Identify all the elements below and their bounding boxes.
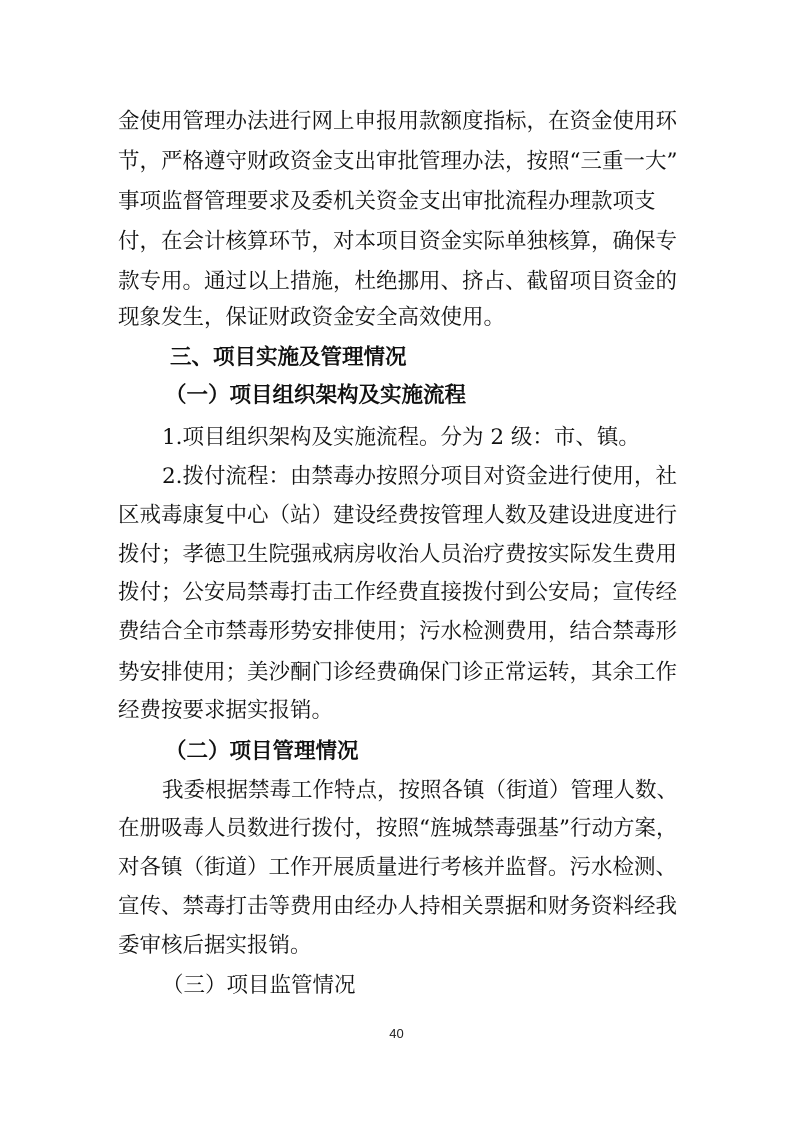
paragraph-1-text: 金使用管理办法进行网上申报用款额度指标，在资金使用环 <box>118 109 678 134</box>
list-item-text: 拨付；孝德卫生院强戒病房收治人员治疗费按实际发生费用 <box>118 542 678 567</box>
paragraph-1-line <box>0 267 793 297</box>
paragraph-1-line <box>0 303 793 333</box>
list-item-continuation <box>0 658 793 688</box>
paragraph-1-text: 付，在会计核算环节，对本项目资金实际单独核算，确保专 <box>118 229 678 254</box>
list-item-continuation <box>0 617 793 647</box>
paragraph-1-text: 款专用。通过以上措施，杜绝挪用、挤占、截留项目资金的 <box>118 269 678 294</box>
list-item-continuation <box>0 540 793 570</box>
list-item-text: 2.拨付流程：由禁毒办按照分项目对资金进行使用，社 <box>162 464 678 489</box>
list-item-text: 势安排使用；美沙酮门诊经费确保门诊正常运转，其余工作 <box>118 660 678 685</box>
paragraph-2-line <box>0 776 793 806</box>
paragraph-2-line <box>0 892 793 922</box>
list-item-continuation <box>0 696 793 726</box>
section-heading <box>0 343 793 373</box>
paragraph-2-text: 在册吸毒人员数进行拨付，按照“旌城禁毒强基”行动方案， <box>118 816 678 841</box>
paragraph-2-text: 我委根据禁毒工作特点，按照各镇（街道）管理人数、 <box>162 778 679 803</box>
subsection-heading-text: （三）项目监管情况 <box>162 973 356 998</box>
paragraph-2-text: 委审核后据实报销。 <box>118 933 312 958</box>
list-item-text: 拨付；公安局禁毒打击工作经费直接拨付到公安局；宣传经 <box>118 580 678 605</box>
paragraph-1-line <box>0 187 793 217</box>
subsection-heading <box>0 737 793 767</box>
list-item-text: 区戒毒康复中心（站）建设经费按管理人数及建设进度进行 <box>118 503 678 528</box>
paragraph-2-text: 对各镇（街道）工作开展质量进行考核并监督。污水检测、 <box>118 855 678 880</box>
list-item-text: 经费按要求据实报销。 <box>118 698 334 723</box>
list-item-text: 1.项目组织架构及实施流程。分为 2 级：市、镇。 <box>162 425 640 450</box>
paragraph-2-line <box>0 814 793 844</box>
section-heading-text: 三、项目实施及管理情况 <box>170 345 407 370</box>
paragraph-2-line <box>0 931 793 961</box>
list-item <box>0 423 793 453</box>
page-number: 40 <box>389 1026 404 1041</box>
paragraph-1-text: 现象发生，保证财政资金安全高效使用。 <box>118 305 506 330</box>
subsection-heading <box>0 971 793 1001</box>
paragraph-1-line <box>0 227 793 257</box>
subsection-heading-text: （二）项目管理情况 <box>165 739 359 764</box>
paragraph-1-text: 节，严格遵守财政资金支出审批管理办法，按照“三重一大” <box>118 149 678 174</box>
list-item-continuation <box>0 501 793 531</box>
paragraph-1-line <box>0 107 793 137</box>
paragraph-1-text: 事项监督管理要求及委机关资金支出审批流程办理款项支 <box>118 189 656 214</box>
subsection-heading <box>0 381 793 411</box>
subsection-heading-text: （一）项目组织架构及实施流程 <box>165 383 467 408</box>
list-item-continuation <box>0 578 793 608</box>
list-item-text: 费结合全市禁毒形势安排使用；污水检测费用，结合禁毒形 <box>118 619 678 644</box>
paragraph-2-line <box>0 853 793 883</box>
paragraph-2-text: 宣传、禁毒打击等费用由经办人持相关票据和财务资料经我 <box>118 894 678 919</box>
list-item <box>0 462 793 492</box>
paragraph-1-line <box>0 147 793 177</box>
